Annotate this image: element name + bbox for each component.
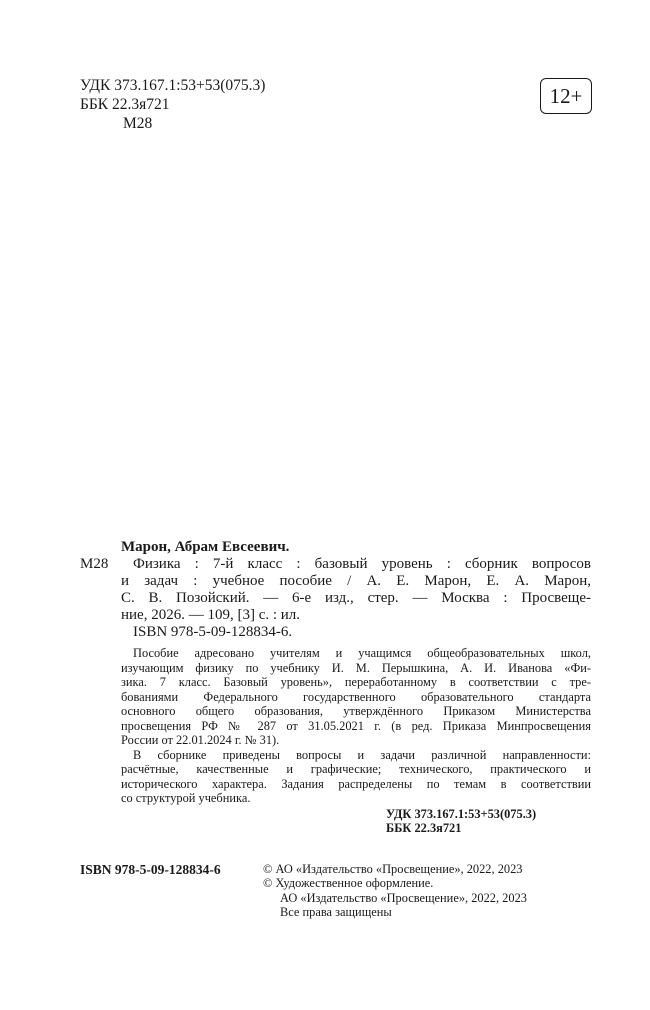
record-author: Марон, Абрам Евсеевич. xyxy=(121,539,290,555)
footer-isbn: ISBN 978-5-09-128834-6 xyxy=(80,861,221,877)
header-bbk: ББК 22.3я721 xyxy=(80,96,170,113)
footer xyxy=(80,862,591,920)
annotation-line: зика. 7 класс. Базовый уровень», переработанному в соответствии с тре- xyxy=(121,675,591,689)
record-line: С. В. Позойский. — 6-е изд., стер. — Москва : Просвеще- xyxy=(121,590,591,606)
header-udk: УДК 373.167.1:53+53(075.3) xyxy=(80,77,266,94)
copyright-block xyxy=(263,862,527,920)
record-line: ние, 2026. — 109, [3] с. : ил. xyxy=(121,607,301,623)
annotation-line: Пособие адресовано учителям и учащимся общеобразовательных школ, xyxy=(133,646,591,660)
copyright-line: © Художественное оформление. xyxy=(263,876,434,890)
annotation-line: расчётные, качественные и графические; технического, практического и xyxy=(121,762,591,776)
record-first-row xyxy=(80,556,591,573)
header-block xyxy=(80,76,265,133)
age-rating-badge: 12+ xyxy=(540,78,592,114)
classification-udk: УДК 373.167.1:53+53(075.3) xyxy=(386,806,537,821)
annotation-line: исторического характера. Задания распределены по темам в соответствии xyxy=(121,776,591,791)
annotation-line: основного общего образования, утверждённого Приказом Министерства xyxy=(121,704,591,718)
annotation-line: со структурой учебника. xyxy=(121,791,251,805)
catalog-record xyxy=(80,539,591,920)
annotation-line: просвещения РФ № 287 от 31.05.2021 г. (в ред. Приказа Минпросвещения xyxy=(121,718,591,733)
annotation-line: В сборнике приведены вопросы и задачи различной направленности: xyxy=(133,747,591,762)
record-line: и задач : учебное пособие / А. Е. Марон, Е. А. Марон, xyxy=(121,573,591,589)
copyright-line: © АО «Издательство «Просвещение», 2022, 2023 xyxy=(263,861,523,876)
annotation-line: бованиями Федерального государственного образовательного стандарта xyxy=(121,689,591,704)
record-line: Физика : 7-й класс : базовый уровень : сборник вопросов xyxy=(133,556,591,572)
record-isbn: ISBN 978-5-09-128834-6. xyxy=(133,624,293,640)
classification-bbk: ББК 22.3я721 xyxy=(386,821,462,835)
annotation-line: России от 22.01.2024 г. № 31). xyxy=(121,733,280,747)
record-author-mark: М28 xyxy=(80,556,109,572)
copyright-line: АО «Издательство «Просвещение», 2022, 2023 xyxy=(280,890,527,905)
annotation-line: изучающим физику по учебнику И. М. Перышкина, А. И. Иванова «Фи- xyxy=(121,660,591,675)
header-author-mark: М28 xyxy=(123,115,153,132)
rights-reserved: Все права защищены xyxy=(280,905,392,919)
